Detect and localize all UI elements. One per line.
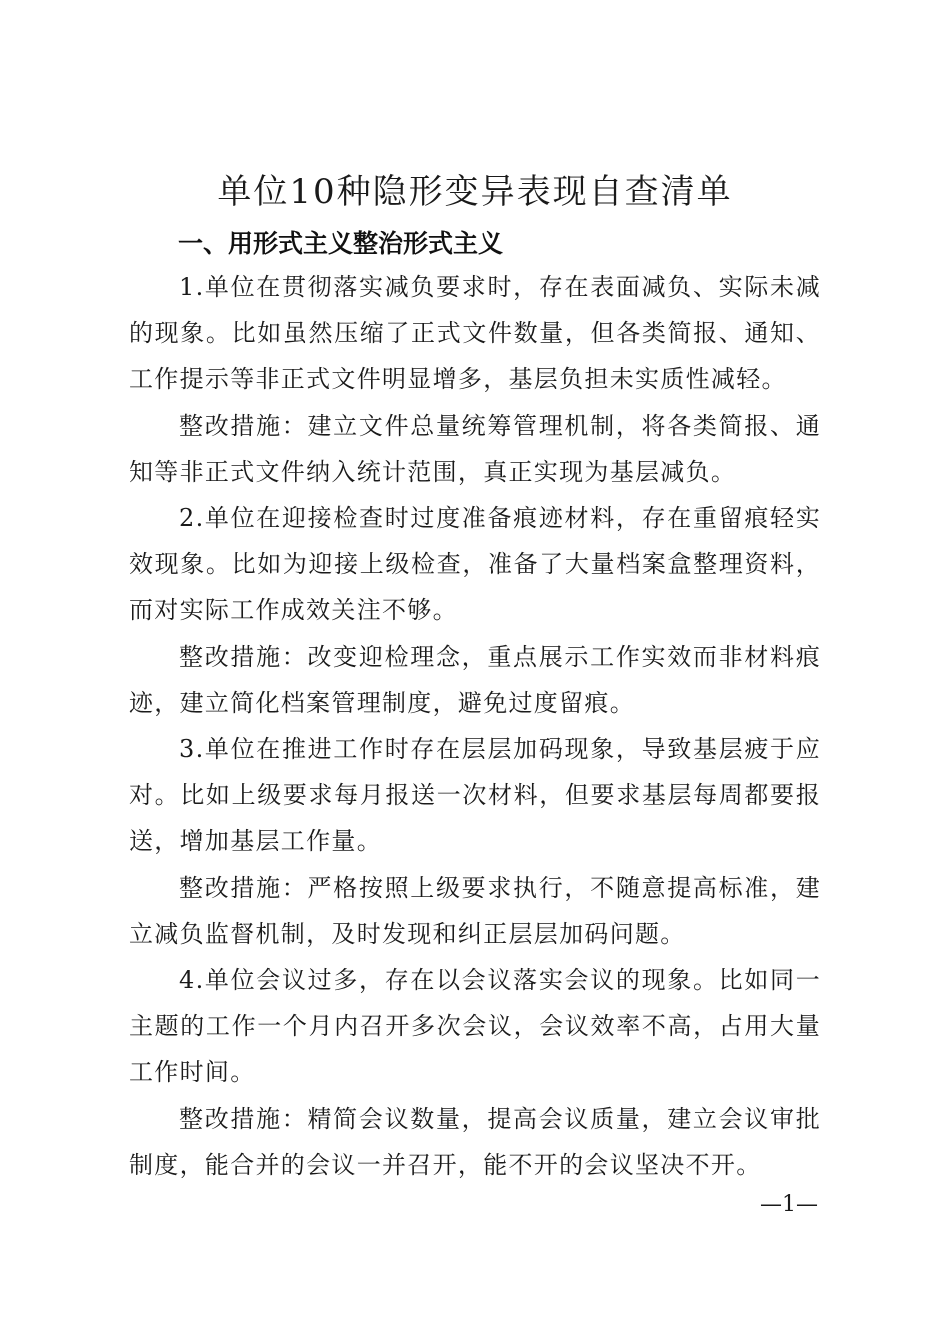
paragraph-measure-3: 整改措施：严格按照上级要求执行，不随意提高标准，建立减负监督机制，及时发现和纠正层层加码问题。: [129, 873, 821, 948]
paragraph-measure-2: 整改措施：改变迎检理念，重点展示工作实效而非材料痕迹，建立简化档案管理制度，避免过度留痕。: [129, 642, 821, 717]
paragraph-measure-4: 整改措施：精简会议数量，提高会议质量，建立会议审批制度，能合并的会议一并召开，能不开的会议坚决不开。: [129, 1104, 821, 1179]
paragraph-item-2: 2.单位在迎接检查时过度准备痕迹材料，存在重留痕轻实效现象。比如为迎接上级检查，准备了大量档案盒整理资料，而对实际工作成效关注不够。: [129, 504, 821, 625]
section-heading: 一、用形式主义整治形式主义: [178, 229, 504, 258]
paragraph-item-4: 4.单位会议过多，存在以会议落实会议的现象。比如同一主题的工作一个月内召开多次会议，会议效率不高，占用大量工作时间。: [129, 966, 821, 1087]
paragraph-item-3: 3.单位在推进工作时存在层层加码现象，导致基层疲于应对。比如上级要求每月报送一次材料，但要求基层每周都要报送，增加基层工作量。: [129, 735, 821, 856]
body-text: [129, 264, 821, 1188]
page-number: —1—: [760, 1192, 818, 1217]
paragraph-measure-1: 整改措施：建立文件总量统筹管理机制，将各类简报、通知等非正式文件纳入统计范围，真正实现为基层减负。: [129, 411, 821, 486]
paragraph-item-1: 1.单位在贯彻落实减负要求时，存在表面减负、实际未减的现象。比如虽然压缩了正式文件数量，但各类简报、通知、工作提示等非正式文件明显增多，基层负担未实质性减轻。: [129, 273, 821, 394]
document-title: 单位10种隐形变异表现自查清单: [217, 172, 733, 212]
